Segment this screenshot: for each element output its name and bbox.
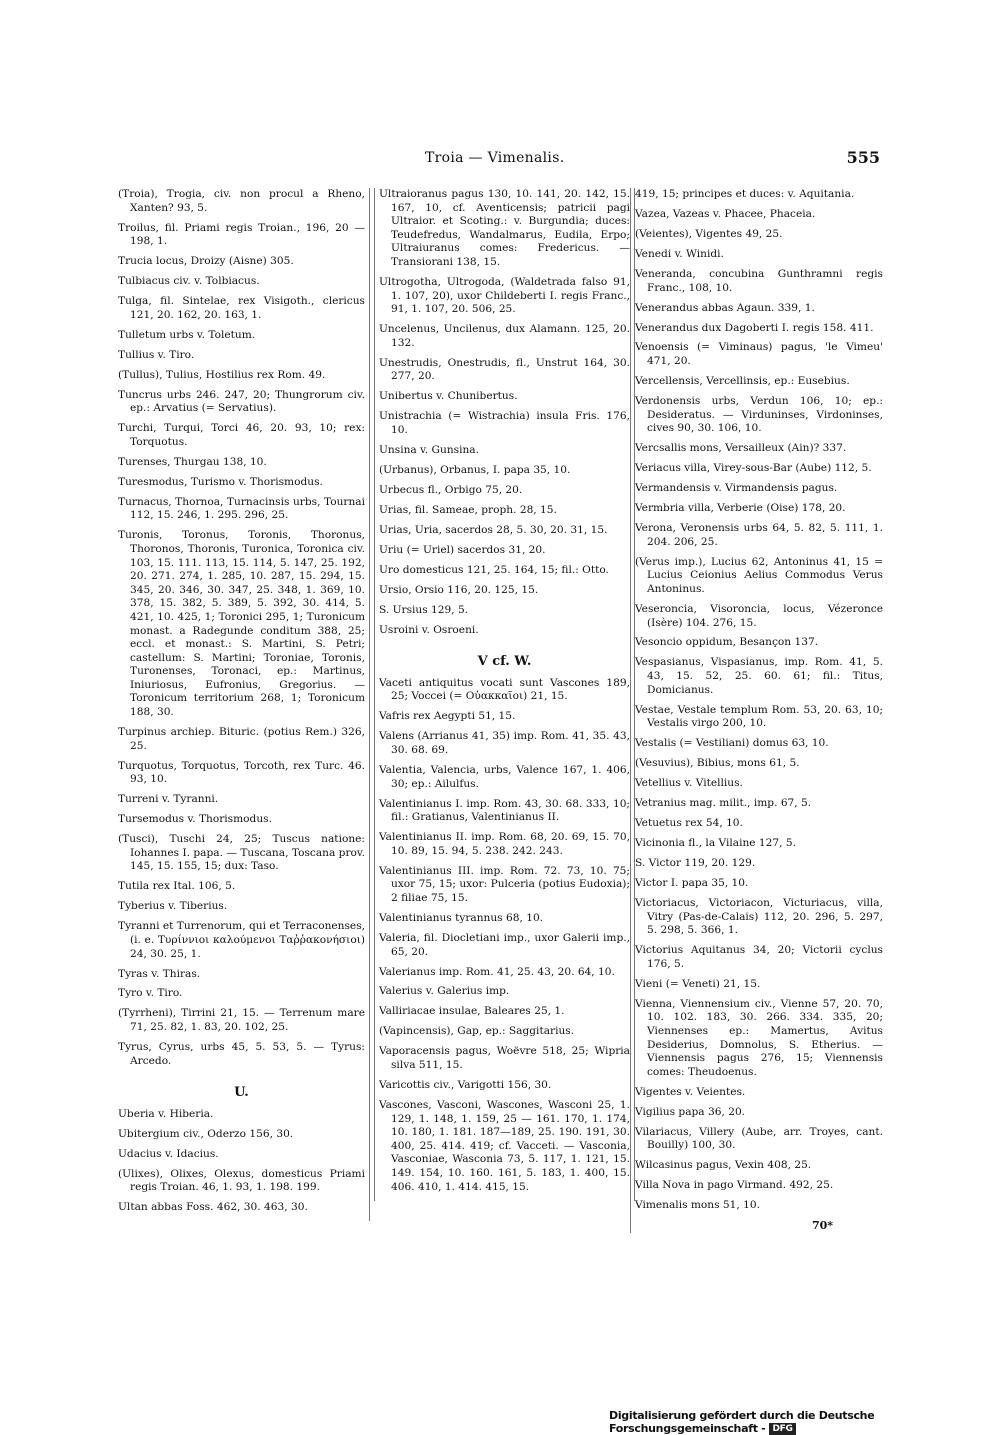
index-entry: (Troia), Trogia, civ. non procul a Rheno, Xanten? 93, 5. — [118, 188, 365, 214]
index-entry: Tulletum urbs v. Toletum. — [118, 328, 256, 341]
index-entry: 419, 15; principes et duces: v. Aquitania. — [635, 188, 855, 200]
index-entry: Vespasianus, Vispasianus, imp. Rom. 41, 5. 43, 15. 52, 25. 60. 61; fil.: Titus, Domicianus. — [635, 656, 883, 696]
index-entry: Vetuetus rex 54, 10. — [635, 817, 743, 830]
index-entry: Valerianus imp. Rom. 41, 25. 43, 20. 64, 10. — [379, 965, 615, 978]
index-entry: Vilariacus, Villery (Aube, arr. Troyes, cant. Bouilly) 100, 30. — [635, 1125, 883, 1152]
index-entry: Unibertus v. Chunibertus. — [379, 390, 518, 403]
column-2 — [374, 188, 635, 1201]
index-entry: Vigentes v. Veientes. — [635, 1085, 746, 1098]
index-entry: Vestae, Vestale templum Rom. 53, 20. 63, 10; Vestalis virgo 200, 10. — [635, 703, 883, 730]
index-entry: Turonis, Toronus, Toronis, Thoronus, Thoronos, Thoronis, Turonica, Toronica civ. 103, 15. 111. 113, 15. 114, 5. 147, 25. 192, 20. 271. 274, 1. 285, 10. 287, 15. 294, 15. 345, 20. 346, 30. 347, 25. 348, 1. 369, 10. 378, 15. 382, 5. 389, 5. 392, 30. 414, 5. 421, 10. 425, 1; Toronici 295, 1; Turonicum monast. a Radegunde conditum 388, 25; eccl. et monast.: S. Martini, S. Petri; castellum: S. Martini; Toroniae, Toronis, Turonenses, Toronaci, ep.: Martinus, Iniuriosus, Eufronius, Gregorius. — Toronicum territorium 268, 1; Toronicum 188, 30. — [118, 529, 365, 719]
index-entry: Turchi, Turqui, Torci 46, 20. 93, 10; rex: Torquotus. — [118, 422, 365, 448]
index-entry: Usroini v. Osroeni. — [379, 623, 479, 636]
index-entry: Turquotus, Torquotus, Torcoth, rex Turc. 46. 93, 10. — [118, 759, 365, 786]
index-entry: (Tusci), Tuschi 24, 25; Tuscus natione: Iohannes I. papa. — Tuscana, Toscana prov. 145, 15. 155, 15; dux: Taso. — [118, 833, 365, 873]
index-entry: Valentia, Valencia, urbs, Valence 167, 1. 406, 30; ep.: Ailulfus. — [379, 764, 630, 790]
index-entry: Tullius v. Tiro. — [118, 348, 195, 361]
footer-credit — [609, 1409, 1000, 1435]
signature-mark: 70* — [811, 1219, 833, 1233]
index-entry: Tyras v. Thiras. — [118, 967, 201, 980]
index-entry: Trucia locus, Droizy (Aisne) 305. — [118, 255, 294, 268]
index-entry: Valentinianus tyrannus 68, 10. — [379, 911, 544, 924]
index-entry: Turpinus archiep. Bituric. (potius Rem.) 326, 25. — [118, 726, 365, 752]
index-entry: Vigilius papa 36, 20. — [635, 1105, 746, 1118]
index-entry: Veneranda, concubina Gunthramni regis Franc., 108, 10. — [635, 267, 883, 294]
index-entry: Vetellius v. Vitellius. — [635, 777, 743, 790]
index-entry: Valerius v. Galerius imp. — [379, 985, 510, 998]
index-entry: Tulbiacus civ. v. Tolbiacus. — [118, 275, 260, 288]
index-entry: Turreni v. Tyranni. — [118, 793, 219, 806]
index-entry: Valliriacae insulae, Baleares 25, 1. — [379, 1005, 565, 1018]
index-entry: Vazea, Vazeas v. Phacee, Phaceia. — [635, 207, 816, 220]
index-entry: S. Victor 119, 20. 129. — [635, 857, 756, 870]
index-entry: Vafris rex Aegypti 51, 15. — [379, 710, 516, 723]
index-entry: Ultan abbas Foss. 462, 30. 463, 30. — [118, 1201, 308, 1214]
index-entry: Tulga, fil. Sintelae, rex Visigoth., clericus 121, 20. 162, 20. 163, 1. — [118, 295, 365, 321]
index-entry: Vercellensis, Vercellinsis, ep.: Eusebius. — [635, 375, 850, 388]
index-entry: Udacius v. Idacius. — [118, 1147, 219, 1160]
index-entry: Veriacus villa, Virey-sous-Bar (Aube) 112, 5. — [635, 462, 872, 475]
column-3 — [630, 188, 883, 1233]
index-entry: Ursio, Orsio 116, 20. 125, 15. — [379, 583, 539, 596]
index-entry: Villa Nova in pago Virmand. 492, 25. — [635, 1179, 834, 1192]
index-entry: Venoensis (= Viminaus) pagus, 'le Vimeu' 471, 20. — [635, 341, 883, 368]
index-entry: Valentinianus II. imp. Rom. 68, 20. 69, 15. 70, 10. 89, 15. 94, 5. 238. 242. 243. — [379, 831, 630, 857]
index-entry: Vimenalis mons 51, 10. — [635, 1199, 760, 1212]
index-entry: Tyberius v. Tiberius. — [118, 900, 228, 913]
index-entry: Venedi v. Winidi. — [635, 247, 724, 260]
index-entry: Valens (Arrianus 41, 35) imp. Rom. 41, 35. 43, 30. 68. 69. — [379, 730, 630, 757]
index-entry: Veseroncia, Visoroncia, locus, Vézeronce (Isère) 104. 276, 15. — [635, 602, 883, 629]
index-entry: Turesmodus, Turismo v. Thorismodus. — [118, 475, 323, 488]
index-entry: Verdonensis urbs, Verdun 106, 10; ep.: Desideratus. — Virduninses, Virdoninses, cives 90, 30. 106, 10. — [635, 395, 883, 435]
index-entry: Victorius Aquitanus 34, 20; Victorii cyclus 176, 5. — [635, 944, 883, 970]
index-entry: (Verus imp.), Lucius 62, Antoninus 41, 15 = Lucius Ceionius Aelius Commodus Verus Antoninus. — [635, 555, 883, 595]
index-entry: (Ulixes), Olixes, Olexus, domesticus Priami regis Troian. 46, 1. 93, 1. 198. 199. — [118, 1167, 365, 1194]
index-entry: Unestrudis, Onestrudis, fl., Unstrut 164, 30. 277, 20. — [379, 356, 630, 383]
index-entry: Urias, fil. Sameae, proph. 28, 15. — [379, 503, 557, 516]
index-entry: Victor I. papa 35, 10. — [635, 877, 749, 890]
index-entry: Uro domesticus 121, 25. 164, 15; fil.: Otto. — [379, 563, 609, 576]
index-entry: Turnacus, Thornoa, Turnacinsis urbs, Tournai 112, 15. 246, 1. 295. 296, 25. — [118, 495, 365, 522]
index-entry: Venerandus abbas Agaun. 339, 1. — [635, 301, 815, 314]
footer-text: Digitalisierung gefördert durch die Deutsche Forschungsgemeinschaft - — [609, 1409, 875, 1435]
index-entry: (Vapincensis), Gap, ep.: Saggitarius. — [379, 1025, 575, 1038]
index-entry: (Vesuvius), Bibius, mons 61, 5. — [635, 757, 800, 770]
index-entry: Tyrus, Cyrus, urbs 45, 5. 53, 5. — Tyrus: Arcedo. — [118, 1041, 365, 1067]
index-entry: (Tyrrheni), Tirrini 21, 15. — Terrenum mare 71, 25. 82, 1. 83, 20. 102, 25. — [118, 1007, 365, 1034]
index-entry: Vesoncio oppidum, Besançon 137. — [635, 636, 819, 649]
index-entry: Vermandensis v. Virmandensis pagus. — [635, 482, 838, 495]
index-entry: Valentinianus III. imp. Rom. 72. 73, 10. 75; uxor 75, 15; uxor: Pulceria (potius Eudoxia); 2 filiae 75, 15. — [379, 864, 630, 904]
page-header — [0, 148, 1000, 172]
index-entry: Vascones, Vasconi, Wascones, Wasconi 25, 1. 129, 1. 148, 1. 159, 25 — 161. 170, 1. 174, 10. 180, 1. 181. 187—189, 25. 190. 191, 30. 400, 25. 414. 419; cf. Vacceti. — Vasconia, Vasconiae, Wasconia 73, 5. 117, 1. 121, 15. 149. 154, 10. 160. 161, 5. 183, 1. 400, 15. 406. 410, 1. 414. 415, 15. — [379, 1099, 630, 1193]
index-entry: Unsina v. Gunsina. — [379, 443, 479, 456]
index-entry: Vermbria villa, Verberie (Oise) 178, 20. — [635, 502, 846, 515]
index-entry: Vaporacensis pagus, Woëvre 518, 25; Wipria silva 511, 15. — [379, 1045, 630, 1072]
index-entry: Troilus, fil. Priami regis Troian., 196, 20 —198, 1. — [118, 221, 365, 248]
index-entry: Urias, Uria, sacerdos 28, 5. 30, 20. 31, 15. — [379, 523, 608, 536]
index-entry: Victoriacus, Victoriacon, Victuriacus, villa, Vitry (Pas-de-Calais) 112, 20. 296, 5. 297, 5. 298, 5. 366, 1. — [635, 897, 883, 937]
column-1 — [118, 188, 370, 1221]
index-entry: Uriu (= Uriel) sacerdos 31, 20. — [379, 543, 546, 556]
index-entry: Tursemodus v. Thorismodus. — [118, 813, 272, 826]
page-number: 555 — [846, 148, 880, 167]
index-entry: Ultrogotha, Ultrogoda, (Waldetrada falso 91, 1. 107, 20), uxor Childeberti I. regis Franc., 91, 1. 107, 20. 506, 25. — [379, 275, 630, 316]
index-entry: Verona, Veronensis urbs 64, 5. 82, 5. 111, 1. 204. 206, 25. — [635, 522, 883, 548]
index-entry: Valentinianus I. imp. Rom. 43, 30. 68. 333, 10; fil.: Gratianus, Valentinianus II. — [379, 797, 630, 824]
section-heading-u: U. — [234, 1085, 249, 1101]
index-entry: Tyro v. Tiro. — [118, 987, 183, 1000]
index-entry: (Urbanus), Orbanus, I. papa 35, 10. — [379, 463, 571, 476]
index-entry: Urbecus fl., Orbigo 75, 20. — [379, 483, 523, 496]
index-entry: Vercsallis mons, Versailleux (Ain)? 337. — [635, 442, 847, 455]
index-entry: Uncelenus, Uncilenus, dux Alamann. 125, 20. 132. — [379, 323, 630, 349]
index-entry: Valeria, fil. Diocletiani imp., uxor Galerii imp., 65, 20. — [379, 931, 630, 958]
index-entry: Uberia v. Hiberia. — [118, 1107, 214, 1120]
index-entry: (Tullus), Tulius, Hostilius rex Rom. 49. — [118, 368, 326, 381]
index-entry: Turenses, Thurgau 138, 10. — [118, 455, 267, 468]
dfg-logo: DFG — [769, 1423, 795, 1435]
index-entry: Vienna, Viennensium civ., Vienne 57, 20. 70, 10. 102. 183, 30. 266. 334. 335, 20; Viennenses ep.: Mamertus, Avitus Desiderius, Domnolus, S. Etherius. — Viennensis pagus 276, 15; Viennensis comes: Theudoenus. — [635, 997, 883, 1078]
index-entry: Varicottis civ., Varigotti 156, 30. — [379, 1079, 552, 1092]
index-entry: Vieni (= Veneti) 21, 15. — [635, 977, 761, 990]
index-entry: Tutila rex Ital. 106, 5. — [118, 880, 236, 893]
section-heading-v: V cf. W. — [477, 654, 532, 670]
index-entry: Vestalis (= Vestiliani) domus 63, 10. — [635, 737, 829, 750]
index-entry: Tuncrus urbs 246. 247, 20; Thungrorum civ. ep.: Arvatius (= Servatius). — [118, 388, 365, 415]
index-entry: Unistrachia (= Wistrachia) insula Fris. 176, 10. — [379, 410, 630, 436]
index-entry: Wilcasinus pagus, Vexin 408, 25. — [635, 1159, 812, 1172]
running-title: Troia — Vimenalis. — [425, 150, 565, 166]
index-entry: Vaceti antiquitus vocati sunt Vascones 189, 25; Voccei (= Οὐακκαῖοι) 21, 15. — [379, 676, 630, 703]
index-entry: Ubitergium civ., Oderzo 156, 30. — [118, 1127, 294, 1140]
index-entry: Venerandus dux Dagoberti I. regis 158. 411. — [635, 321, 874, 334]
index-entry: Vicinonia fl., la Vilaine 127, 5. — [635, 837, 796, 850]
index-entry: Tyranni et Turrenorum, qui et Terraconenses, (i. e. Τυρίννιοι καλούμενοι Ταῤῥακονήσιοι) 24, 30. 25, 1. — [118, 920, 365, 960]
index-entry: Ultraioranus pagus 130, 10. 141, 20. 142, 15. 167, 10, cf. Aventicensis; patricii pagi Ultraior. et Scoting.: v. Burgundia; duces: Teudefredus, Wandalmarus, Eudila, Erpo; Ultraiuranus comes: Fredericus. — Transiorani 138, 15. — [379, 188, 630, 268]
index-entry: S. Ursius 129, 5. — [379, 603, 469, 616]
index-entry: (Veientes), Vigentes 49, 25. — [635, 227, 783, 240]
index-entry: Vetranius mag. milit., imp. 67, 5. — [635, 797, 812, 810]
